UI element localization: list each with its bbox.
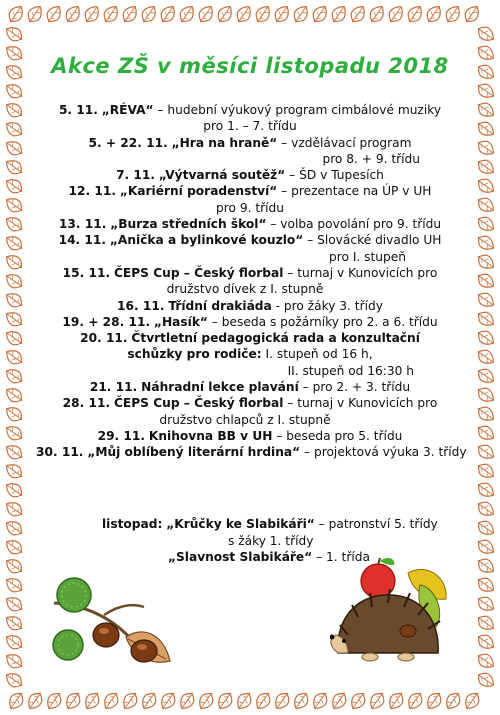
border-leaf-icon	[290, 3, 311, 26]
border-leaf-icon	[25, 689, 46, 712]
event-date: 13. 11.	[58, 217, 107, 232]
border-leaf-icon	[195, 3, 216, 26]
border-leaf-icon	[474, 498, 497, 519]
border-leaf-icon	[404, 3, 425, 26]
border-leaf-icon	[443, 689, 464, 712]
border-leaf-icon	[3, 537, 26, 558]
border-leaf-icon	[272, 689, 293, 712]
border-leaf-icon	[81, 3, 102, 26]
event-desc: – volba povolání pro 9. třídu	[266, 217, 442, 232]
border-leaf-icon	[474, 479, 497, 500]
border-leaf-icon	[474, 593, 497, 614]
event-name: „Můj oblíbený literární hrdina“	[87, 445, 301, 460]
border-leaf-icon	[461, 3, 482, 26]
border-leaf-icon	[474, 118, 497, 139]
event-item	[36, 183, 464, 216]
border-leaf-icon	[3, 43, 26, 64]
border-leaf-icon	[423, 3, 444, 26]
border-leaf-icon	[253, 689, 274, 712]
border-leaf-icon	[3, 81, 26, 102]
border-leaf-icon	[3, 404, 26, 425]
border-leaf-icon	[101, 689, 122, 712]
border-leaf-icon	[474, 460, 497, 481]
event-item	[36, 314, 464, 330]
border-leaf-icon	[474, 61, 497, 82]
footer-name2: „Slavnost Slabikáře“	[168, 550, 313, 564]
event-desc: – ŠD v Tupesích	[285, 168, 384, 183]
border-leaf-icon	[177, 689, 198, 712]
footer-desc: – patronství 5. třídy	[314, 517, 438, 531]
event-name: Třídní drakiáda	[168, 298, 272, 313]
event-date: 21. 11.	[89, 380, 138, 395]
border-leaf-icon	[474, 327, 497, 348]
border-leaf-icon	[474, 42, 497, 63]
event-item	[36, 428, 464, 444]
border-leaf-icon	[3, 214, 26, 235]
event-name: Náhradní lekce plavání	[141, 380, 299, 395]
border-leaf-icon	[3, 670, 26, 691]
event-name: Knihovna BB v UH	[148, 428, 273, 443]
footer-label: listopad:	[102, 517, 163, 531]
border-leaf-icon	[3, 138, 26, 159]
border-leaf-icon	[3, 518, 26, 539]
event-line2: schůzky pro rodiče:	[127, 347, 262, 362]
page-title: Akce ZŠ v měsíci listopadu 2018	[51, 54, 449, 78]
border-leaf-icon	[474, 612, 497, 633]
event-item	[36, 265, 464, 298]
event-line2: pro 8. + 9. třídu	[322, 151, 420, 166]
border-leaf-icon	[3, 442, 26, 463]
border-leaf-icon	[367, 689, 388, 712]
chestnut-branch-illustration	[44, 565, 174, 675]
border-leaf-icon	[139, 689, 160, 712]
border-leaf-icon	[3, 233, 26, 254]
border-leaf-icon	[386, 689, 407, 712]
border-leaf-icon	[215, 689, 236, 712]
border-leaf-icon	[348, 689, 369, 712]
event-name: „Hasík“	[153, 314, 208, 329]
chestnut-icon	[93, 623, 157, 662]
event-desc: – Slovácké divadlo UH	[303, 233, 442, 248]
border-leaf-icon	[3, 157, 26, 178]
border-leaf-icon	[474, 422, 497, 443]
event-item	[36, 216, 464, 232]
border-leaf-icon	[474, 403, 497, 424]
border-leaf-icon	[100, 3, 121, 26]
event-desc: – pro 2. + 3. třídu	[298, 380, 411, 395]
event-name: „Výtvarná soutěž“	[158, 168, 286, 183]
chestnut-husk-icon	[53, 630, 83, 660]
event-desc: – projektová výuka 3. třídy	[300, 445, 467, 460]
border-leaf-icon	[474, 251, 497, 272]
border-leaf-icon	[233, 3, 254, 26]
border-leaf-icon	[474, 270, 497, 291]
border-leaf-icon	[62, 3, 83, 26]
event-name: „Hra na hraně“	[171, 135, 278, 150]
event-line2: družstvo chlapců z I. stupně	[159, 412, 331, 427]
border-leaf-icon	[3, 594, 26, 615]
border-leaf-icon	[462, 689, 483, 712]
event-desc: – turnaj v Kunovicích pro	[283, 396, 438, 411]
border-leaf-icon	[442, 3, 463, 26]
border-leaf-icon	[474, 80, 497, 101]
border-leaf-icon	[3, 24, 26, 45]
border-leaf-icon	[474, 213, 497, 234]
event-date: 15. 11.	[62, 265, 111, 280]
event-date: 5. + 22. 11.	[88, 135, 168, 150]
border-leaf-icon	[120, 689, 141, 712]
border-leaf-icon	[474, 574, 497, 595]
event-desc: – prezentace na ÚP v UH	[277, 184, 432, 199]
border-leaf-icon	[3, 575, 26, 596]
event-line2: pro I. stupeň	[329, 249, 406, 264]
event-item	[36, 444, 467, 460]
border-leaf-icon	[474, 137, 497, 158]
event-date: 5. 11.	[58, 103, 98, 117]
border-leaf-icon	[138, 3, 159, 26]
event-item	[36, 395, 464, 428]
border-leaf-icon	[3, 271, 26, 292]
border-leaf-icon	[6, 689, 27, 712]
event-date: 20. 11.	[80, 331, 128, 346]
border-leaf-icon	[385, 3, 406, 26]
event-desc: – vzdělávací program	[277, 135, 412, 150]
border-leaf-icon	[3, 480, 26, 501]
event-date: 30. 11.	[36, 445, 84, 460]
border-leaf-icon	[474, 23, 497, 44]
event-date: 7. 11.	[116, 168, 156, 183]
border-leaf-icon	[3, 651, 26, 672]
border-leaf-icon	[474, 441, 497, 462]
border-leaf-icon	[474, 384, 497, 405]
event-item	[36, 232, 464, 265]
border-leaf-icon	[3, 195, 26, 216]
event-name: „Anička a bylinkové kouzlo“	[109, 233, 304, 248]
border-leaf-icon	[3, 309, 26, 330]
chestnut-husk-icon	[57, 578, 91, 612]
border-leaf-icon	[3, 62, 26, 83]
event-line2: pro 9. třídu	[216, 200, 284, 215]
border-leaf-icon	[3, 423, 26, 444]
border-leaf-icon	[474, 175, 497, 196]
event-date: 29. 11.	[97, 428, 146, 443]
event-date: 19. + 28. 11.	[62, 314, 151, 329]
border-leaf-icon	[474, 555, 497, 576]
event-desc: – hudební výukový program cimbálové muziky	[153, 103, 442, 117]
border-leaf-icon	[474, 346, 497, 367]
event-line2: družstvo dívek z I. stupně	[166, 282, 324, 297]
border-leaf-icon	[474, 289, 497, 310]
border-leaf-icon	[3, 176, 26, 197]
border-leaf-icon	[3, 290, 26, 311]
border-leaf-icon	[3, 119, 26, 140]
border-leaf-icon	[158, 689, 179, 712]
event-item	[36, 167, 464, 183]
event-name: „Burza středních škol“	[110, 217, 267, 232]
border-leaf-icon	[366, 3, 387, 26]
event-item	[36, 379, 464, 395]
border-leaf-icon	[196, 689, 217, 712]
border-leaf-icon	[3, 632, 26, 653]
border-leaf-icon	[474, 99, 497, 120]
event-desc: - pro žáky 3. třídy	[271, 298, 383, 313]
event-desc: – turnaj v Kunovicích pro	[283, 265, 438, 280]
event-date: 14. 11.	[58, 233, 107, 248]
event-item	[36, 135, 464, 168]
border-leaf-icon	[474, 156, 497, 177]
hedgehog-illustration	[330, 555, 455, 670]
border-leaf-icon	[176, 3, 197, 26]
border-leaf-icon	[474, 232, 497, 253]
event-date: 12. 11.	[68, 184, 116, 199]
border-leaf-icon	[328, 3, 349, 26]
border-leaf-icon	[291, 689, 312, 712]
event-date: 28. 11.	[62, 396, 111, 411]
border-leaf-icon	[424, 689, 445, 712]
border-leaf-icon	[3, 347, 26, 368]
event-name: ČEPS Cup – Český florbal	[113, 265, 284, 280]
border-leaf-icon	[3, 556, 26, 577]
border-leaf-icon	[474, 365, 497, 386]
border-leaf-icon	[474, 631, 497, 652]
border-leaf-icon	[3, 499, 26, 520]
border-leaf-icon	[405, 689, 426, 712]
border-leaf-icon	[347, 3, 368, 26]
event-name: „Kariérní poradenství“	[119, 184, 278, 199]
event-line3: II. stupeň od 16:30 h	[287, 363, 414, 378]
border-leaf-icon	[157, 3, 178, 26]
border-leaf-icon	[234, 689, 255, 712]
event-name: Čtvrtletní pedagogická rada a konzultační	[131, 331, 420, 346]
event-desc: – beseda pro 5. třídu	[272, 428, 403, 443]
footer-line2: s žáky 1. třídy	[228, 533, 314, 548]
border-leaf-icon	[474, 650, 497, 671]
border-leaf-icon	[82, 689, 103, 712]
border-leaf-icon	[310, 689, 331, 712]
border-leaf-icon	[3, 366, 26, 387]
border-leaf-icon	[271, 3, 292, 26]
border-leaf-icon	[44, 689, 65, 712]
event-item	[36, 102, 464, 135]
event-name: ČEPS Cup – Český florbal	[113, 396, 284, 411]
border-leaf-icon	[309, 3, 330, 26]
border-leaf-icon	[474, 517, 497, 538]
border-leaf-icon	[214, 3, 235, 26]
border-leaf-icon	[252, 3, 273, 26]
border-leaf-icon	[3, 385, 26, 406]
border-leaf-icon	[3, 461, 26, 482]
border-leaf-icon	[474, 669, 497, 690]
event-list	[36, 102, 467, 461]
event-line2: pro 1. – 7. třídu	[203, 119, 297, 134]
border-leaf-icon	[474, 194, 497, 215]
event-line2b: I. stupeň od 16 h,	[261, 347, 373, 362]
border-leaf-icon	[119, 3, 140, 26]
border-leaf-icon	[3, 613, 26, 634]
border-leaf-icon	[474, 536, 497, 557]
border-leaf-icon	[474, 308, 497, 329]
event-desc: – beseda s požárníky pro 2. a 6. třídu	[207, 314, 438, 329]
border-leaf-icon	[63, 689, 84, 712]
event-item	[36, 330, 464, 379]
border-leaf-icon	[43, 3, 64, 26]
border-leaf-icon	[3, 328, 26, 349]
footer-desc2: – 1. třída	[312, 550, 370, 564]
border-leaf-icon	[5, 3, 26, 26]
border-leaf-icon	[329, 689, 350, 712]
event-name: „RÉVA“	[101, 103, 154, 117]
event-date: 16. 11.	[117, 298, 165, 313]
border-leaf-icon	[24, 3, 45, 26]
event-item	[36, 298, 464, 314]
border-leaf-icon	[3, 100, 26, 121]
footer-name: „Krůčky ke Slabikáři“	[166, 517, 315, 531]
border-leaf-icon	[3, 252, 26, 273]
